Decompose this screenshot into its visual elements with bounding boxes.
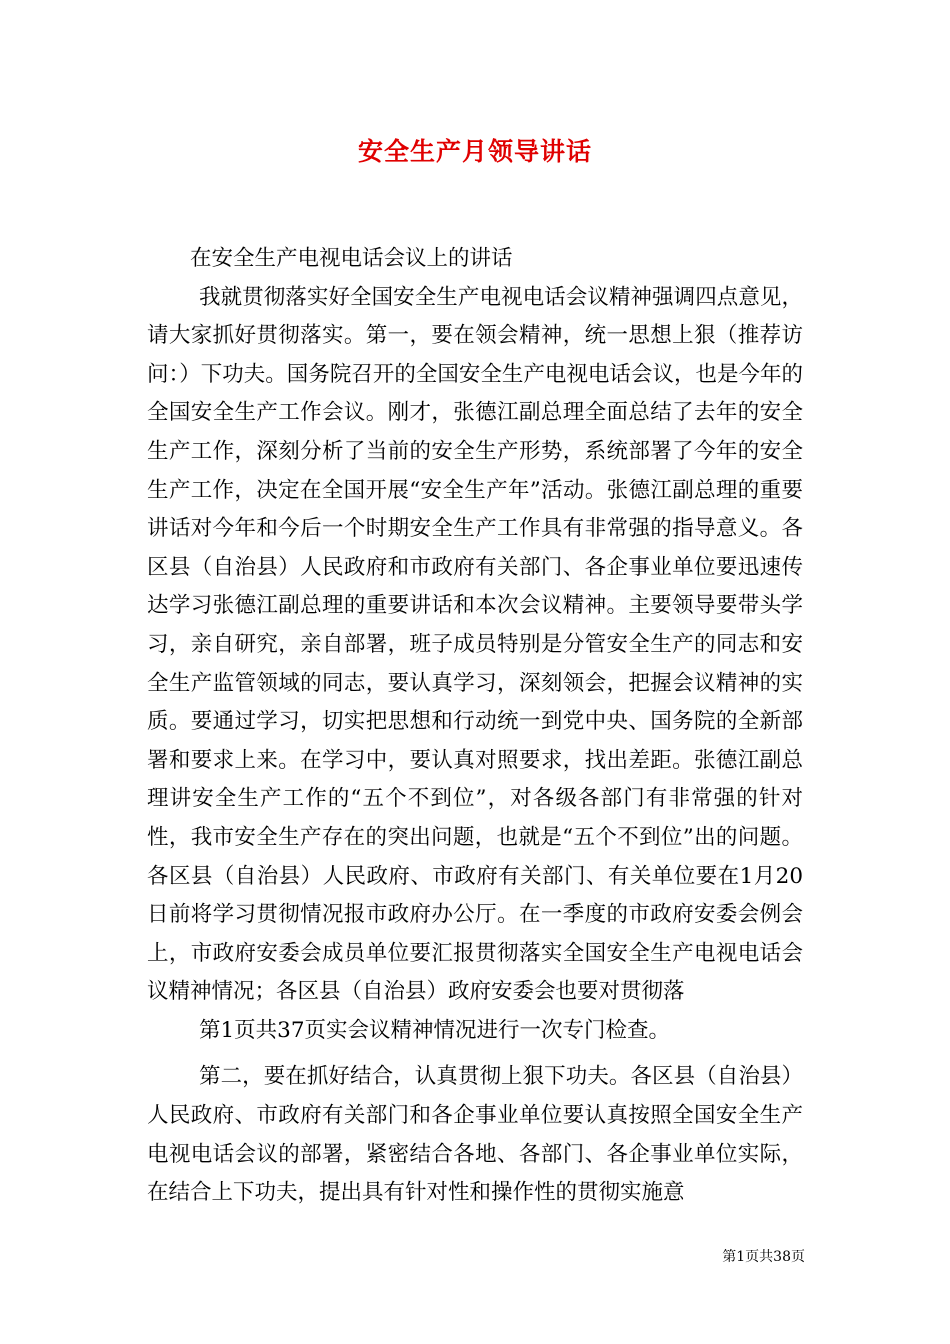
document-title: 安全生产月领导讲话 <box>357 137 592 166</box>
page-number: 第1页共38页 <box>722 1249 805 1265</box>
document-body <box>147 240 803 1213</box>
paragraph-2: 第1页共37页实会议精神情况进行一次专门检查。 <box>199 1017 671 1043</box>
speech-subtitle: 在安全生产电视电话会议上的讲话 <box>190 246 513 271</box>
paragraph-3: 第二，要在抓好结合，认真贯彻上狠下功夫。各区县（自治县）人民政府、市政府有关部门和各企事业单位要认真按照全国安全生产电视电话会议的部署，紧密结合各地、各部门、各企事业单位实际，在结合上下功夫，提出具有针对性和操作性的贯彻实施意 <box>147 1064 803 1206</box>
paragraph-1: 我就贯彻落实好全国安全生产电视电话会议精神强调四点意见，请大家抓好贯彻落实。第一，要在领会精神，统一思想上狠（推荐访问：）下功夫。国务院召开的全国安全生产电视电话会议，也是今年的全国安全生产工作会议。刚才，张德江副总理全面总结了去年的安全生产工作，深刻分析了当前的安全生产形势，系统部署了今年的安全生产工作，决定在全国开展“安全生产年”活动。张德江副总理的重要讲话对今年和今后一个时期安全生产工作具有非常强的指导意义。各区县（自治县）人民政府和市政府有关部门、各企事业单位要迅速传达学习张德江副总理的重要讲话和本次会议精神。主要领导要带头学习，亲自研究，亲自部署，班子成员特别是分管安全生产的同志和安全生产监管领域的同志，要认真学习，深刻领会，把握会议精神的实质。要通过学习，切实把思想和行动统一到党中央、国务院的全新部署和要求上来。在学习中，要认真对照要求，找出差距。张德江副总理讲安全生产工作的“五个不到位”，对各级各部门有非常强的针对性，我市安全生产存在的突出问题，也就是“五个不到位”出的问题。各区县（自治县）人民政府、市政府有关部门、有关单位要在1月20日前将学习贯彻情况报市政府办公厅。在一季度的市政府安委会例会上，市政府安委会成员单位要汇报贯彻落实全国安全生产电视电话会议精神情况；各区县（自治县）政府安委会也要对贯彻落 <box>147 284 803 1005</box>
paragraph-gap <box>147 1050 803 1058</box>
